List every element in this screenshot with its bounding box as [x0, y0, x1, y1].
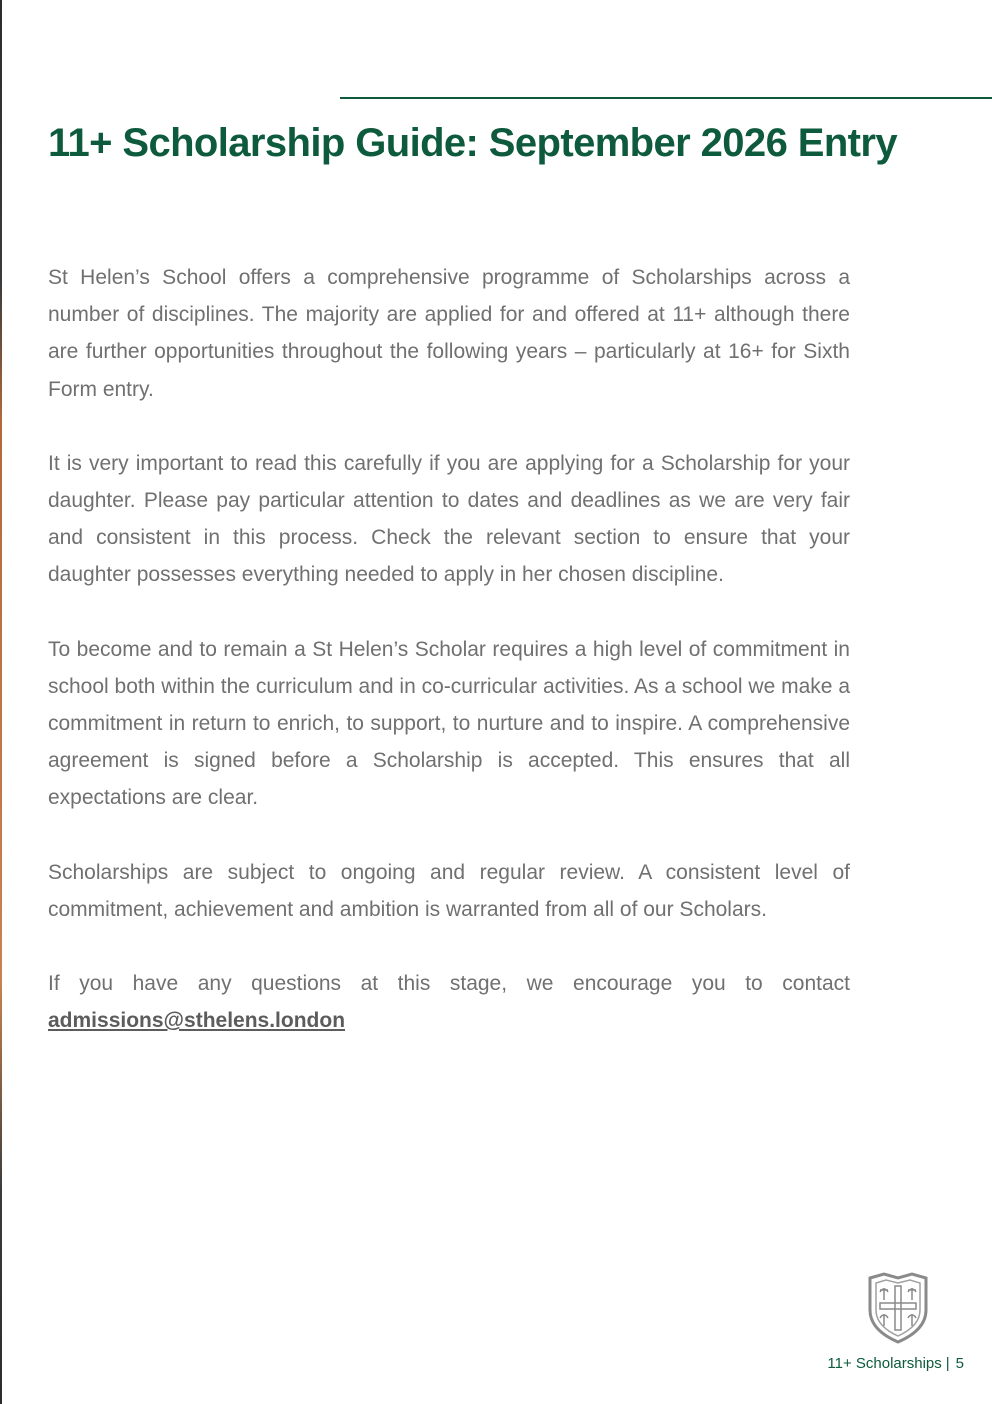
page-edge-border — [0, 0, 2, 1404]
body-text — [48, 259, 850, 1076]
paragraph-commitment: To become and to remain a St Helen’s Scholar requires a high level of commitment in school both within the curriculum and in co-curricular activities. As a school we make a commitment in return to enrich, to support, to nurture and to inspire. A comprehensive agreement is signed before a Scholarship is accepted. This ensures that all expectations are clear. — [48, 637, 850, 810]
school-crest-icon — [860, 1270, 936, 1346]
paragraph-contact — [48, 965, 850, 1039]
header-rule — [340, 97, 992, 99]
page-title: 11+ Scholarship Guide: September 2026 Entry — [48, 121, 897, 165]
footer-separator: | — [945, 1355, 950, 1372]
paragraph-intro: St Helen’s School offers a comprehensive programme of Scholarships across a number of disciplines. The majority are applied for and offered at 11+ although there are further opportunities throughout the following years – particularly at 16+ for Sixth Form entry. — [48, 266, 850, 401]
page-footer — [827, 1355, 964, 1372]
admissions-email-link[interactable]: admissions@sthelens.london — [48, 1009, 346, 1033]
paragraph-importance: It is very important to read this carefully if you are applying for a Scholarship for your daughter. Please pay particular attention to dates and deadlines as we are very fair and consistent in this process. Check the relevant section to ensure that your daughter possesses everything needed to apply in her chosen discipline. — [48, 451, 850, 587]
footer-section-label: 11+ Scholarships — [827, 1355, 942, 1372]
paragraph-review: Scholarships are subject to ongoing and regular review. A consistent level of commitment, achievement and ambition is warranted from all of our Scholars. — [48, 860, 850, 921]
page-number: 5 — [955, 1355, 964, 1372]
contact-text: If you have any questions at this stage, we encourage you to contact — [48, 972, 850, 996]
